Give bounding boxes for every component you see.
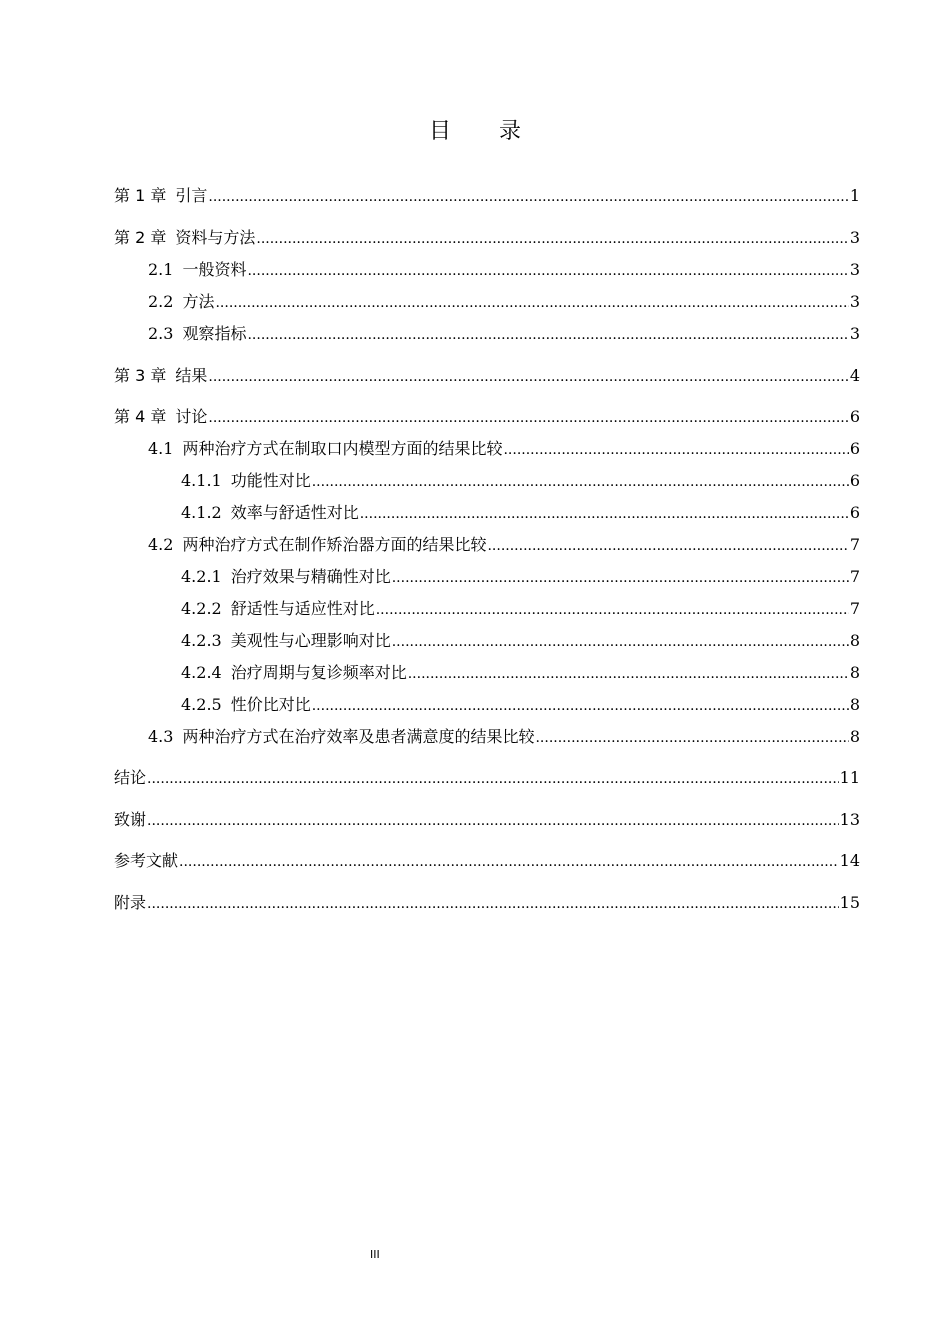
toc-entry-page: 3: [849, 260, 860, 279]
toc-entry-section-4-1-1[interactable]: [0, 469, 860, 493]
toc-entry-section-2-3[interactable]: [0, 322, 860, 346]
toc-entry-number: 第 2 章: [114, 228, 167, 247]
dot-leader: [360, 502, 849, 526]
toc-entry-conclusion[interactable]: [0, 766, 860, 790]
dot-leader: [392, 630, 849, 654]
dot-leader: [247, 323, 848, 347]
toc-entry-text: 功能性对比: [230, 471, 311, 490]
toc-entry-text: 两种治疗方式在治疗效率及患者满意度的结果比较: [182, 727, 535, 746]
toc-entry-section-4-1[interactable]: [0, 437, 860, 461]
toc-entry-page: 1: [849, 186, 860, 205]
toc-entry-section-4-2-2[interactable]: [0, 597, 860, 621]
toc-entry-text: 结论: [114, 768, 147, 787]
toc-entry-text: 附录: [114, 893, 147, 912]
toc-entry-text: 结果: [175, 366, 208, 385]
dot-leader: [147, 809, 839, 833]
toc-entry-chapter-4[interactable]: [0, 405, 860, 429]
dot-leader: [312, 694, 849, 718]
toc-entry-appendix[interactable]: [0, 891, 860, 915]
toc-entry-page: 6: [849, 407, 860, 426]
dot-leader: [147, 892, 839, 916]
toc-entry-number: 第 3 章: [114, 366, 167, 385]
toc-entry-page: 3: [849, 228, 860, 247]
toc-entry-section-2-1[interactable]: [0, 258, 860, 282]
toc-entry-references[interactable]: [0, 849, 860, 873]
dot-leader: [247, 259, 848, 283]
toc-entry-number: 2.2: [148, 292, 174, 311]
toc-entry-text: 资料与方法: [175, 228, 256, 247]
title-part-2: 录: [499, 119, 522, 144]
toc-entry-text: 治疗效果与精确性对比: [230, 567, 391, 586]
toc-entry-text: 两种治疗方式在制取口内模型方面的结果比较: [182, 439, 503, 458]
toc-entry-number: 4.2.3: [181, 631, 222, 650]
toc-entry-page: 6: [849, 503, 860, 522]
toc-entry-text: 观察指标: [182, 324, 247, 343]
toc-entry-text: 参考文献: [114, 851, 179, 870]
toc-entry-number: 4.1.2: [181, 503, 222, 522]
toc-entry-section-4-2-4[interactable]: [0, 661, 860, 685]
toc-entry-number: 4.2.5: [181, 695, 222, 714]
dot-leader: [376, 598, 849, 622]
toc-entry-page: 7: [849, 535, 860, 554]
toc-entry-section-2-2[interactable]: [0, 290, 860, 314]
dot-leader: [208, 185, 848, 209]
toc-entry-page: 4: [849, 366, 860, 385]
toc-entry-text: 效率与舒适性对比: [230, 503, 359, 522]
toc-entry-chapter-1[interactable]: [0, 184, 860, 208]
dot-leader: [535, 726, 848, 750]
dot-leader: [256, 227, 848, 251]
toc-entry-text: 舒适性与适应性对比: [230, 599, 375, 618]
toc-entry-section-4-1-2[interactable]: [0, 501, 860, 525]
dot-leader: [215, 291, 848, 315]
toc-entry-number: 4.3: [148, 727, 174, 746]
toc-entry-text: 性价比对比: [230, 695, 311, 714]
dot-leader: [392, 566, 849, 590]
toc-entry-section-4-2[interactable]: [0, 533, 860, 557]
title-part-1: 目: [428, 119, 451, 144]
toc-entry-page: 7: [849, 599, 860, 618]
toc-entry-chapter-2[interactable]: [0, 226, 860, 250]
dot-leader: [208, 365, 848, 389]
toc-entry-text: 治疗周期与复诊频率对比: [230, 663, 407, 682]
toc-entry-page: 8: [849, 727, 860, 746]
dot-leader: [503, 438, 848, 462]
toc-entry-number: 4.2: [148, 535, 174, 554]
toc-entry-number: 第 1 章: [114, 186, 167, 205]
toc-entry-section-4-3[interactable]: [0, 725, 860, 749]
dot-leader: [179, 850, 839, 874]
toc-entry-page: 7: [849, 567, 860, 586]
toc-entry-text: 一般资料: [182, 260, 247, 279]
dot-leader: [408, 662, 849, 686]
dot-leader: [312, 470, 849, 494]
toc-entry-text: 美观性与心理影响对比: [230, 631, 391, 650]
toc-entry-section-4-2-5[interactable]: [0, 693, 860, 717]
toc-entry-number: 4.2.1: [181, 567, 222, 586]
toc-entry-page: 8: [849, 695, 860, 714]
toc-entry-number: 4.1: [148, 439, 174, 458]
toc-entry-section-4-2-1[interactable]: [0, 565, 860, 589]
toc-entry-page: 8: [849, 663, 860, 682]
toc-entry-number: 4.2.4: [181, 663, 222, 682]
toc-entry-number: 4.2.2: [181, 599, 222, 618]
toc-entry-text: 致谢: [114, 810, 147, 829]
toc-entry-number: 第 4 章: [114, 407, 167, 426]
dot-leader: [208, 406, 848, 430]
toc-entry-acknowledgements[interactable]: [0, 808, 860, 832]
toc-entry-text: 方法: [182, 292, 215, 311]
toc-entry-page: 8: [849, 631, 860, 650]
toc-entry-page: 3: [849, 292, 860, 311]
toc-entry-section-4-2-3[interactable]: [0, 629, 860, 653]
toc-entry-page: 13: [839, 810, 860, 829]
toc-entry-number: 2.3: [148, 324, 174, 343]
toc-entry-number: 2.1: [148, 260, 174, 279]
toc-entry-text: 讨论: [175, 407, 208, 426]
toc-entry-page: 6: [849, 439, 860, 458]
toc-entry-page: 11: [839, 768, 860, 787]
toc-entry-text: 引言: [175, 186, 208, 205]
toc-entry-page: 6: [849, 471, 860, 490]
toc-entry-chapter-3[interactable]: [0, 364, 860, 388]
toc-entry-number: 4.1.1: [181, 471, 222, 490]
dot-leader: [147, 767, 839, 791]
toc-entry-page: 14: [839, 851, 860, 870]
page-number: III: [370, 1248, 380, 1261]
toc-entry-page: 15: [839, 893, 860, 912]
toc-entry-text: 两种治疗方式在制作矫治器方面的结果比较: [182, 535, 487, 554]
toc-entry-page: 3: [849, 324, 860, 343]
dot-leader: [487, 534, 848, 558]
